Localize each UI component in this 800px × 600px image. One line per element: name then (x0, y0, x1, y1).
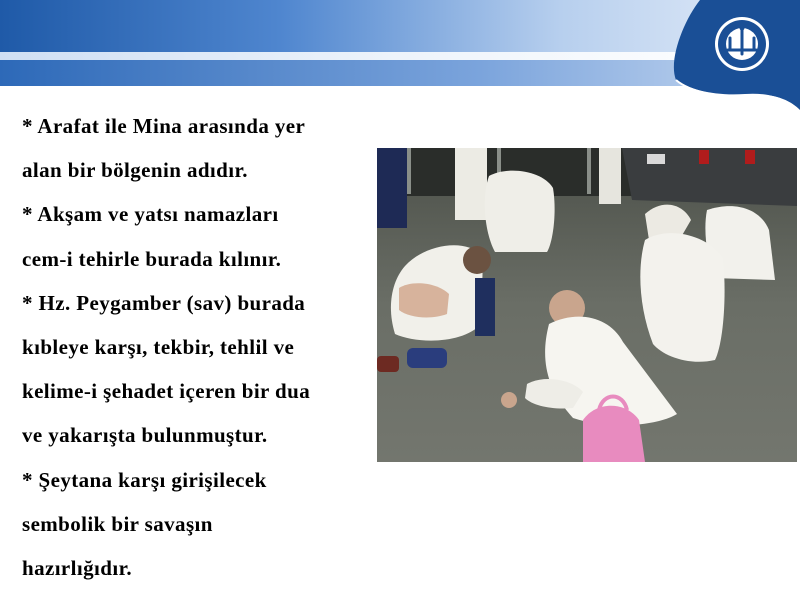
body-line-10: sembolik bir savaşın (22, 511, 213, 536)
body-line-9: * Şeytana karşı girişilecek (22, 467, 267, 492)
photo-illustration (377, 148, 797, 462)
body-line-2: alan bir bölgenin adıdır. (22, 158, 248, 183)
header-band-graphic (0, 0, 800, 90)
pilgrims-collecting-pebbles-photo (377, 148, 797, 462)
body-line-4: cem-i tehirle burada kılınır. (22, 246, 282, 271)
body-line-3: * Akşam ve yatsı namazları (22, 202, 279, 227)
body-line-6: kıbleye karşı, tekbir, tehlil ve (22, 335, 295, 360)
body-line-8: ve yakarışta bulunmuştur. (22, 423, 268, 448)
body-line-11: hazırlığıdır. (22, 556, 133, 581)
body-line-1: * Arafat ile Mina arasında yer (22, 114, 306, 138)
body-line-7: kelime-i şehadet içeren bir dua (22, 379, 311, 404)
body-text (22, 104, 372, 590)
header-band (0, 0, 800, 90)
body-line-5: * Hz. Peygamber (sav) burada (22, 290, 306, 315)
